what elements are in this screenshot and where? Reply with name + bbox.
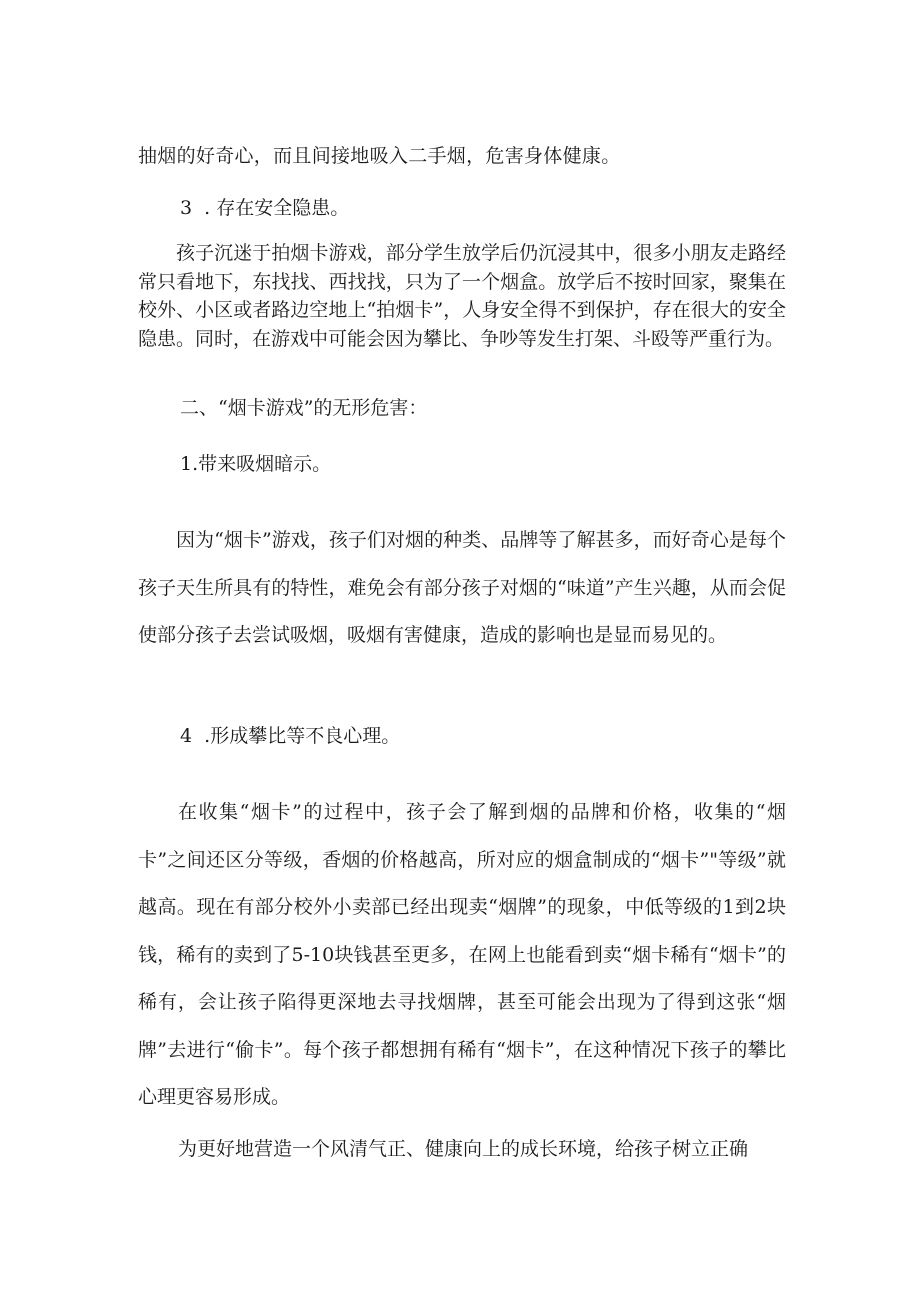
heading-item-1: 1.带来吸烟暗示。 (180, 453, 332, 475)
heading-item-3: 3 . 存在安全隐患。 (180, 197, 350, 219)
paragraph-smoking-hint: 因为“烟卡”游戏，孩子们对烟的种类、品牌等了解甚多，而好奇心是每个孩子天生所具有的特性，难免会有部分孩子对烟的“味道”产生兴趣，从而会促使部分孩子去尝试吸烟，吸烟有害健康，造成的影响也是显而易见的。 (138, 529, 786, 646)
paragraph-comparison: 在收集“烟卡”的过程中，孩子会了解到烟的品牌和价格，收集的“烟卡”之间还区分等级，香烟的价格越高，所对应的烟盒制成的“烟卡”"等级”就越高。现在有部分校外小卖部已经出现卖“烟牌”的现象，中低等级的1到2块钱，稀有的卖到了5-10块钱甚至更多，在网上也能看到卖“烟卡稀有“烟卡”的稀有，会让孩子陷得更深地去寻找烟牌，甚至可能会出现为了得到这张“烟牌”去进行“偷卡”。每个孩子都想拥有稀有“烟卡”，在这种情况下孩子的攀比心理更容易形成。 (138, 801, 786, 1108)
paragraph-safety: 孩子沉迷于拍烟卡游戏，部分学生放学后仍沉浸其中，很多小朋友走路经常只看地下，东找找、西找找，只为了一个烟盒。放学后不按时回家，聚集在校外、小区或者路边空地上“拍烟卡”，人身安全得不到保护，存在很大的安全隐患。同时，在游戏中可能会因为攀比、争吵等发生打架、斗殴等严重行为。 (138, 242, 786, 350)
paragraph-continuation: 抽烟的好奇心，而且间接地吸入二手烟，危害身体健康。 (138, 145, 621, 167)
paragraph-closing-start: 为更好地营造一个风清气正、健康向上的成长环境，给孩子树立正确 (178, 1138, 749, 1160)
section-heading-2: 二、“烟卡游戏”的无形危害： (180, 397, 428, 419)
heading-item-4: 4 .形成攀比等不良心理。 (180, 725, 401, 747)
